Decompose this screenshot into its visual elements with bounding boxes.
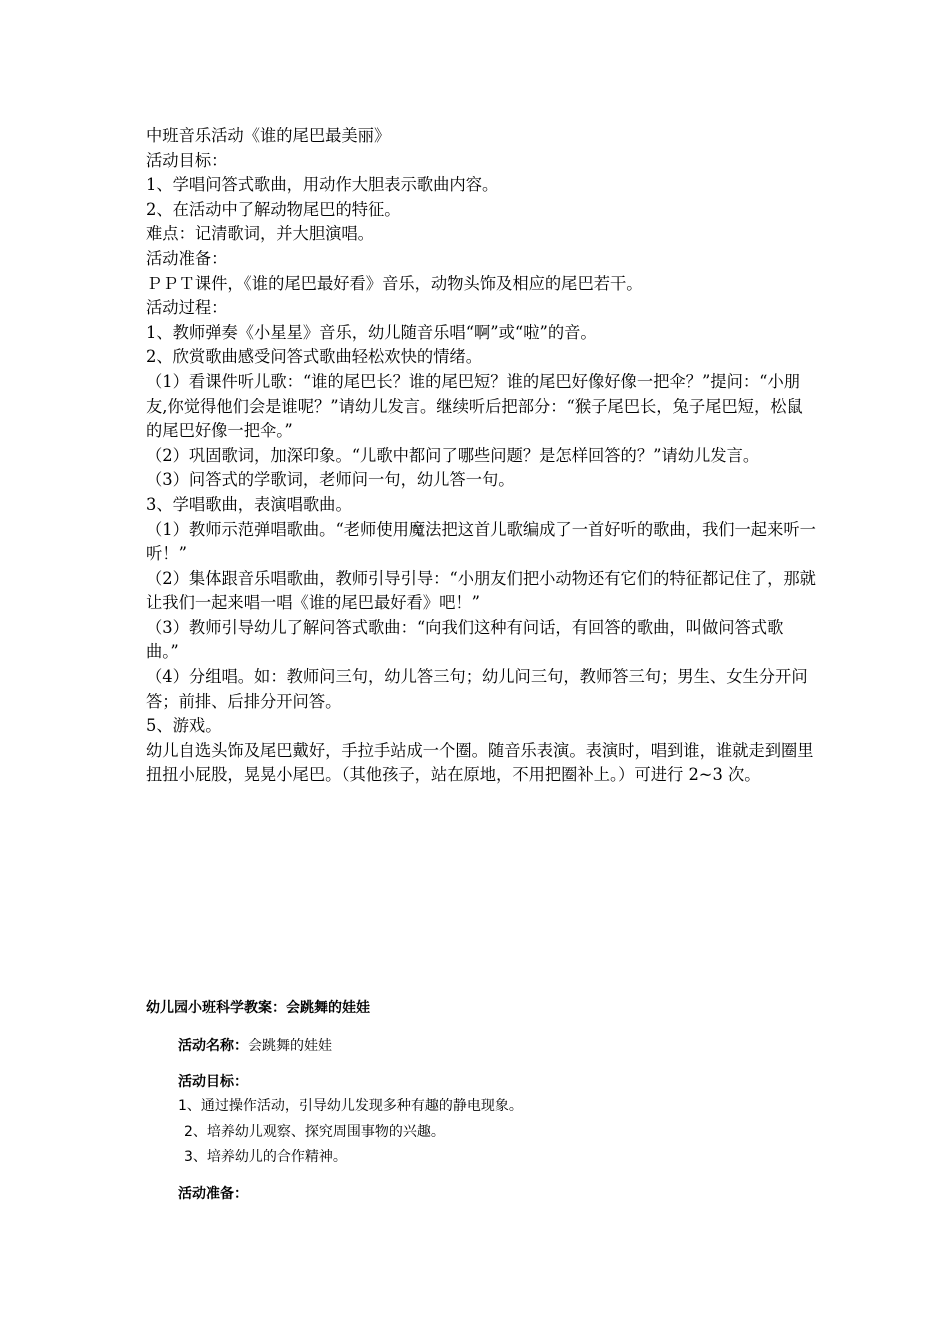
lesson-science-title: 幼儿园小班科学教案：会跳舞的娃娃 bbox=[146, 1000, 370, 1016]
step-2-3: （3）问答式的学歌词，老师问一句，幼儿答一句。 bbox=[146, 470, 515, 490]
goal-2: 2、在活动中了解动物尾巴的特征。 bbox=[146, 199, 401, 219]
step-3-4: （4）分组唱。如：教师问三句，幼儿答三句；幼儿问三句，教师答三句；男生、女生分开问答；前排、后排分开问答。 bbox=[146, 667, 808, 711]
science-prep-heading: 活动准备： bbox=[178, 1186, 248, 1202]
step-1: 1、教师弹奏《小星星》音乐，幼儿随音乐唱“啊”或“啦”的音。 bbox=[146, 322, 597, 342]
step-2-2: （2）巩固歌词，加深印象。“儿歌中都问了哪些问题？是怎样回答的？”请幼儿发言。 bbox=[146, 445, 760, 465]
science-goal-1: 1、通过操作活动，引导幼儿发现多种有趣的静电现象。 bbox=[178, 1098, 523, 1114]
activity-name-row bbox=[178, 1036, 332, 1056]
lesson-music-section bbox=[146, 124, 816, 788]
lesson-music-title: 中班音乐活动《谁的尾巴最美丽》 bbox=[146, 126, 391, 145]
step-3-2: （2）集体跟音乐唱歌曲，教师引导引导：“小朋友们把小动物还有它们的特征都记住了，那就让我们一起来唱一唱《谁的尾巴最好看》吧！” bbox=[146, 568, 816, 613]
step-3-3: （3）教师引导幼儿了解问答式歌曲：“向我们这种有问话，有回答的歌曲，叫做问答式歌曲。” bbox=[146, 617, 784, 662]
goals-heading: 活动目标： bbox=[146, 150, 228, 170]
prep-items: ＰＰＴ课件，《谁的尾巴最好看》音乐，动物头饰及相应的尾巴若干。 bbox=[146, 273, 643, 293]
science-goals-heading: 活动目标： bbox=[178, 1074, 248, 1090]
step-3-1: （1）教师示范弹唱歌曲。“老师使用魔法把这首儿歌编成了一首好听的歌曲，我们一起来听一听！” bbox=[146, 519, 816, 564]
science-goal-3: 3、培养幼儿的合作精神。 bbox=[184, 1149, 347, 1165]
step-5: 5、游戏。 bbox=[146, 716, 222, 736]
process-heading: 活动过程： bbox=[146, 298, 228, 318]
activity-name-label: 活动名称： bbox=[178, 1038, 248, 1054]
step-2-1: （1）看课件听儿歌：“谁的尾巴长？谁的尾巴短？谁的尾巴好像好像一把伞？”提问：“小朋友,你觉得他们会是谁呢？”请幼儿发言。继续听后把部分：“猴子尾巴长，兔子尾巴短，松鼠的尾巴好像一把伞。” bbox=[146, 371, 803, 441]
difficulty: 难点：记清歌词，并大胆演唱。 bbox=[146, 224, 374, 244]
step-2: 2、欣赏歌曲感受问答式歌曲轻松欢快的情绪。 bbox=[146, 347, 482, 367]
game-description: 幼儿自选头饰及尾巴戴好，手拉手站成一个圈。随音乐表演。表演时，唱到谁，谁就走到圈里扭扭小屁股，晃晃小尾巴。（其他孩子，站在原地，不用把圈补上。）可进行 2~3 次。 bbox=[146, 740, 814, 785]
activity-name-value: 会跳舞的娃娃 bbox=[248, 1038, 332, 1054]
science-goal-2: 2、培养幼儿观察、探究周围事物的兴趣。 bbox=[184, 1124, 445, 1140]
goal-1: 1、学唱问答式歌曲，用动作大胆表示歌曲内容。 bbox=[146, 175, 499, 195]
prep-heading: 活动准备： bbox=[146, 248, 228, 268]
step-3: 3、学唱歌曲，表演唱歌曲。 bbox=[146, 494, 352, 514]
